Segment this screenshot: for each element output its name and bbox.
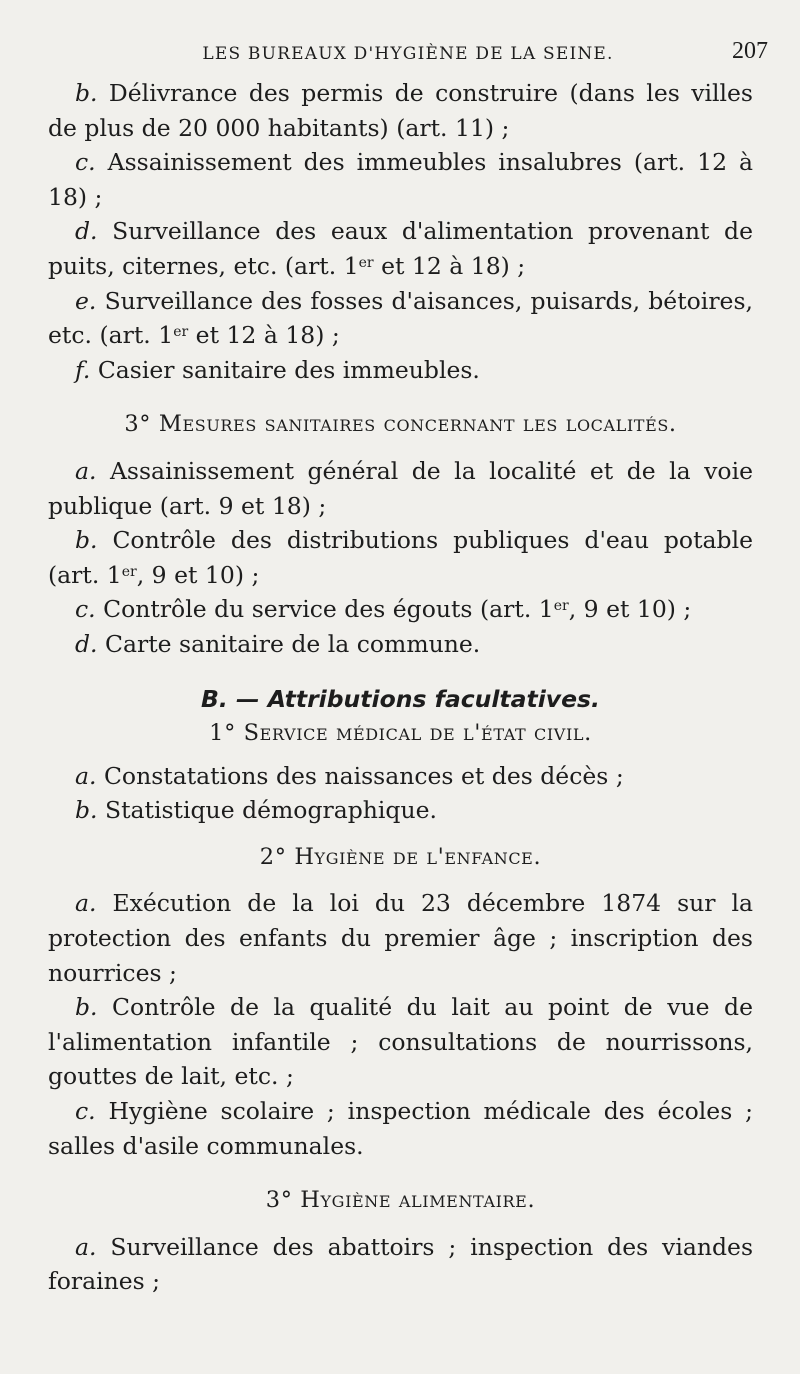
item-letter: a. bbox=[75, 1232, 97, 1261]
list-item bbox=[48, 990, 753, 1094]
item-text: Délivrance des permis de construire (dans les villes de plus de 20 000 habitants) (art. 11) ; bbox=[48, 79, 753, 142]
superscript: er bbox=[358, 254, 374, 271]
superscript: er bbox=[553, 598, 569, 615]
item-letter: d. bbox=[75, 629, 98, 658]
item-text: Carte sanitaire de la commune. bbox=[97, 629, 481, 658]
item-letter: c. bbox=[75, 148, 96, 177]
list-item bbox=[48, 1230, 753, 1299]
item-text: Hygiène scolaire ; inspection médicale des écoles ; salles d'asile communales. bbox=[48, 1097, 753, 1160]
item-letter: f. bbox=[75, 355, 91, 384]
item-letter: c. bbox=[75, 1097, 96, 1126]
item-letter: c. bbox=[75, 595, 96, 624]
item-text: , 9 et 10) ; bbox=[568, 595, 692, 624]
list-item bbox=[48, 793, 753, 828]
item-letter: a. bbox=[75, 889, 97, 918]
item-text: Contrôle du service des égouts (art. 1 bbox=[95, 595, 554, 624]
item-text: Surveillance des fosses d'aisances, puisards, bétoires, etc. (art. 1 bbox=[48, 286, 753, 350]
list-item bbox=[48, 592, 753, 627]
list-item bbox=[48, 627, 753, 662]
section-heading: 2° Hygiène de l'enfance. bbox=[259, 843, 542, 870]
item-text: et 12 à 18) ; bbox=[188, 321, 340, 350]
body-text bbox=[48, 76, 753, 1299]
item-letter: a. bbox=[75, 456, 97, 485]
item-text: Contrôle des distributions publiques d'eau potable (art. 1 bbox=[48, 526, 753, 589]
item-letter: e. bbox=[75, 286, 97, 315]
item-text: Casier sanitaire des immeubles. bbox=[90, 355, 480, 384]
item-letter: b. bbox=[75, 993, 98, 1022]
list-item bbox=[48, 145, 753, 214]
list-item bbox=[48, 886, 753, 990]
list-item bbox=[48, 454, 753, 523]
list-item bbox=[48, 214, 753, 283]
list-item bbox=[48, 759, 753, 794]
item-text: Surveillance des eaux d'alimentation provenant de puits, citernes, etc. (art. 1 bbox=[48, 217, 753, 280]
item-text: Surveillance des abattoirs ; inspection des viandes foraines ; bbox=[48, 1232, 753, 1296]
item-text: Statistique démographique. bbox=[97, 796, 437, 825]
item-letter: b. bbox=[75, 796, 98, 825]
section-heading: 1° Service médical de l'état civil. bbox=[209, 720, 592, 747]
item-text: Constatations des naissances et des décès ; bbox=[96, 761, 624, 790]
list-item bbox=[48, 76, 753, 145]
item-letter: b. bbox=[75, 526, 98, 555]
list-item bbox=[48, 1094, 753, 1163]
section-heading: 3° Hygiène alimentaire. bbox=[265, 1187, 536, 1214]
running-head bbox=[48, 38, 768, 78]
running-head-title: LES BUREAUX D'HYGIÈNE DE LA SEINE. bbox=[202, 44, 614, 64]
item-text: Contrôle de la qualité du lait au point de vue de l'alimentation infantile ; consultations de nourrissons, gouttes de lait, etc. ; bbox=[48, 993, 753, 1091]
item-letter: b. bbox=[75, 79, 98, 107]
item-text: Exécution de la loi du 23 décembre 1874 sur la protection des enfants du premier âge ; inscription des nourrices ; bbox=[48, 889, 753, 987]
item-letter: a. bbox=[75, 761, 97, 790]
item-text: Assainissement général de la localité et de la voie publique (art. 9 et 18) ; bbox=[48, 456, 753, 520]
list-item bbox=[48, 523, 753, 592]
item-letter: d. bbox=[75, 217, 98, 246]
section-heading: 3° Mesures sanitaires concernant les localités. bbox=[124, 411, 677, 438]
list-item bbox=[48, 284, 753, 353]
list-item bbox=[48, 353, 753, 388]
item-text: , 9 et 10) ; bbox=[136, 560, 260, 589]
item-text: Assainissement des immeubles insalubres (art. 12 à 18) ; bbox=[48, 148, 753, 211]
superscript: er bbox=[121, 563, 137, 580]
superscript: er bbox=[173, 324, 189, 341]
page-number: 207 bbox=[732, 38, 768, 64]
item-text: et 12 à 18) ; bbox=[373, 251, 526, 280]
major-heading: B. — Attributions facultatives. bbox=[201, 684, 600, 713]
